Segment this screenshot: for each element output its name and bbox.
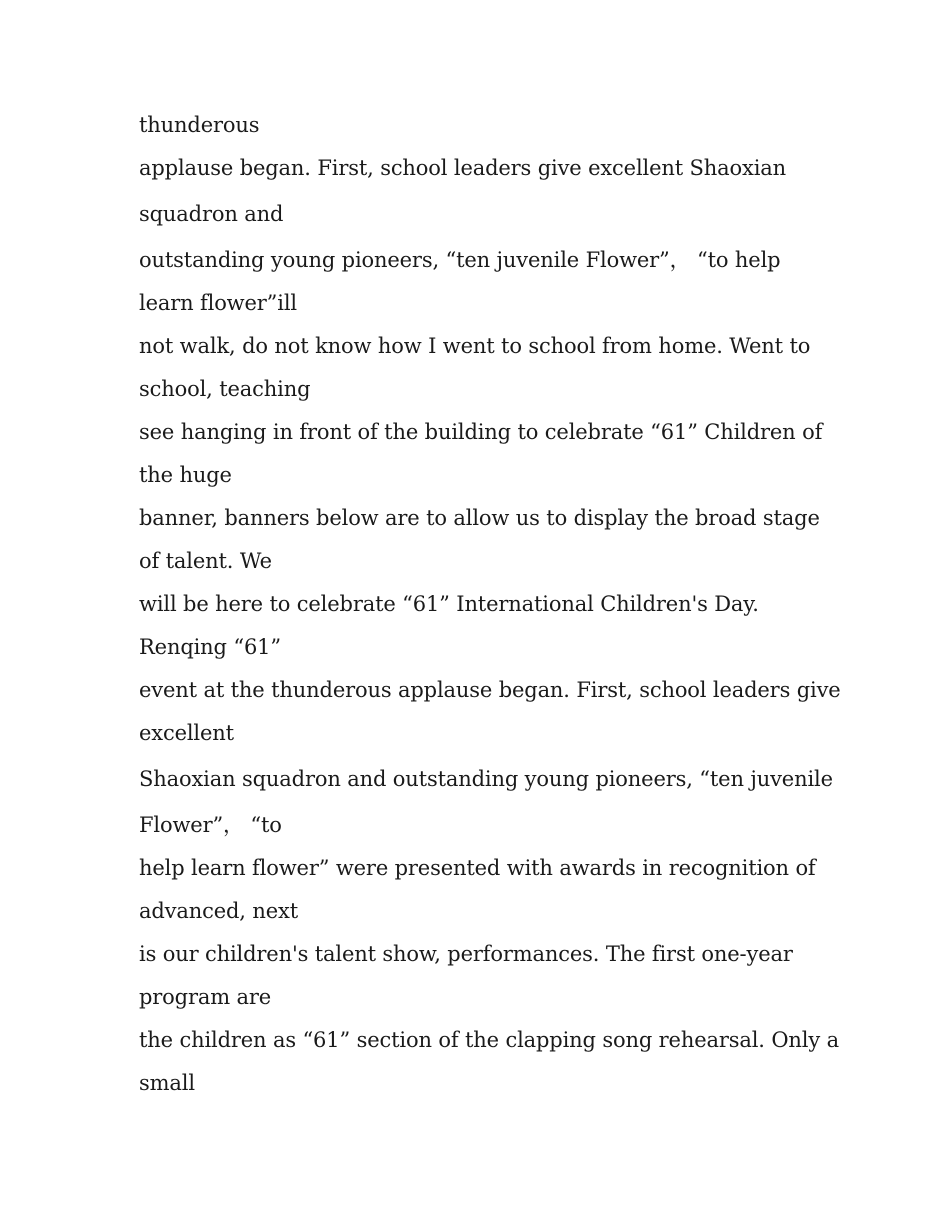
text-line: Renqing “61” — [139, 635, 281, 659]
text-line: of talent. We — [139, 549, 272, 573]
text-line: banner, banners below are to allow us to display the broad stage — [139, 506, 820, 530]
text-line: see hanging in front of the building to celebrate “61” Children of — [139, 420, 823, 444]
text-line: thunderous — [139, 113, 260, 137]
text-line: event at the thunderous applause began. First, school leaders give — [139, 678, 841, 702]
text-line: outstanding young pioneers, “ten juvenile Flower”， “to help — [139, 248, 781, 272]
text-line: squadron and — [139, 202, 284, 226]
text-line: applause began. First, school leaders give excellent Shaoxian — [139, 156, 787, 180]
text-line: small — [139, 1071, 195, 1095]
text-line: program are — [139, 985, 272, 1009]
text-line: the huge — [139, 463, 232, 487]
text-line: is our children's talent show, performances. The first one-year — [139, 942, 793, 966]
text-line: excellent — [139, 721, 234, 745]
text-line: not walk, do not know how I went to school from home. Went to — [139, 334, 811, 358]
text-line: Flower”， “to — [139, 813, 282, 837]
text-line: learn flower”ill — [139, 291, 297, 315]
text-line: school, teaching — [139, 377, 311, 401]
text-line: the children as “61” section of the clapping song rehearsal. Only a — [139, 1028, 839, 1052]
text-line: Shaoxian squadron and outstanding young pioneers, “ten juvenile — [139, 767, 833, 791]
text-line: advanced, next — [139, 899, 298, 923]
text-line: help learn flower” were presented with awards in recognition of — [139, 856, 816, 880]
body-text — [139, 104, 841, 1105]
text-line: will be here to celebrate “61” International Children's Day. — [139, 592, 759, 616]
